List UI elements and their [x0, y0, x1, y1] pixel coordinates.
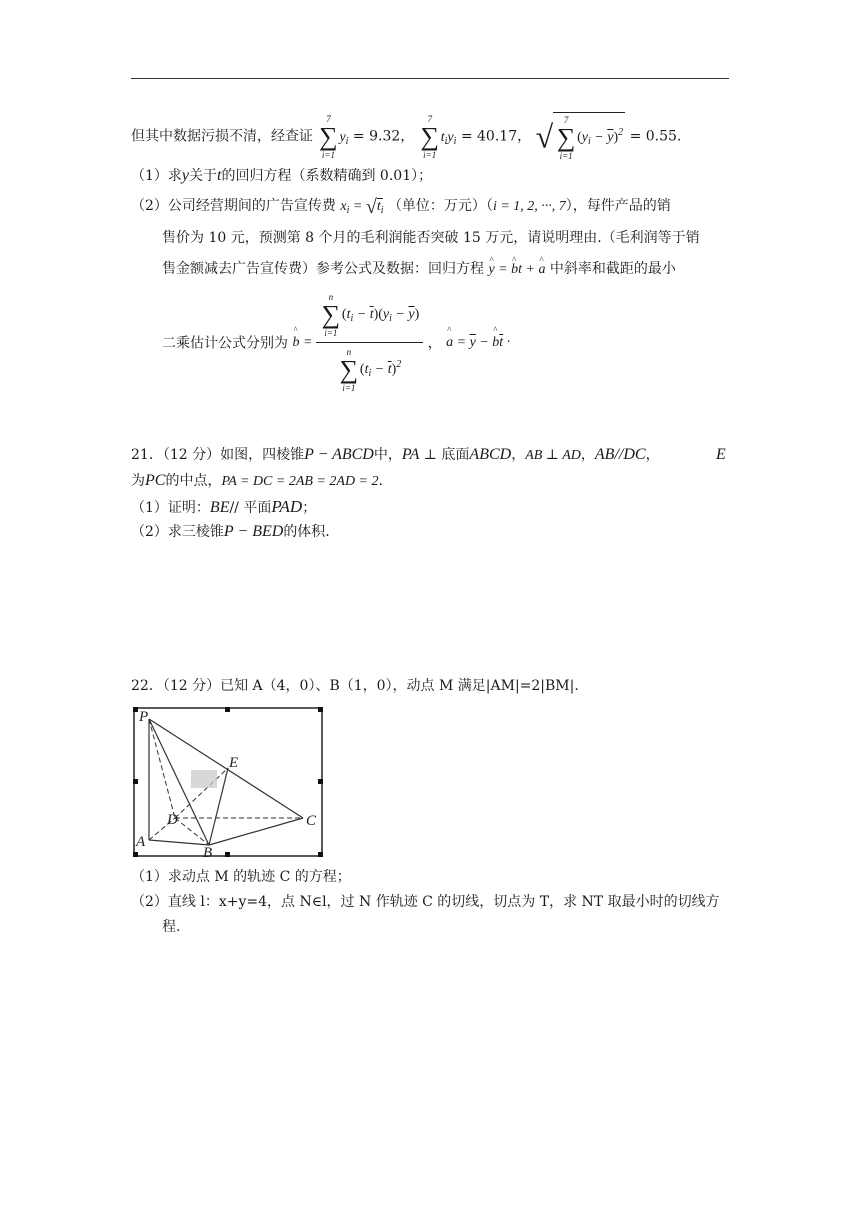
x-eq-sqrt-t: $x_i = √t_i$ — [340, 195, 384, 218]
label-P: P — [139, 709, 149, 725]
slope-formula: n ∑ i=1 $(t_i - \overline{t})(y_i - \overline{y})$ n ∑ i=1 $(t_i - \overline{t})^2$ — [316, 292, 423, 393]
label-A: A — [136, 834, 146, 850]
label-C: C — [306, 813, 317, 829]
label-B: B — [203, 845, 213, 857]
end: . — [676, 128, 682, 145]
sqrt-value: = 0.55 — [629, 128, 677, 145]
q21-l1c: 底面 — [441, 447, 470, 463]
y-i: $y_i$ — [339, 129, 349, 147]
q20-part2-line4: 二乘估计公式分别为 ^ b = n ∑ i=1 $(t_i - \overline{t})(y_i - \overline{y})$ n ∑ i=1 $(t_i - \overline{t})^2$ ， ^ $a = \overline{y}$ − ^ $b\overline{t}$ · — [162, 292, 762, 393]
q21-p2: （2）求三棱锥 — [131, 524, 224, 540]
q20-part2-line3 — [162, 258, 762, 281]
sqrt-expression: √ 7 ∑ i=1 $(y_i - \overline{y})^2$ — [536, 112, 626, 161]
intro-text: 但其中数据污损不清，经查证 — [131, 128, 313, 145]
q20-p2a: （2）公司经营期间的广告宣传费 — [131, 198, 336, 214]
q22-line1 — [131, 675, 731, 697]
q20-part2-line2 — [162, 227, 762, 249]
q20-p2c: 售价为 10 元，预测第 8 个月的毛利润能否突破 15 万元，请说明理由.（毛利润等于销 — [162, 230, 700, 246]
q20-p1-suffix: 的回归方程（系数精确到 0.01）； — [221, 168, 433, 184]
i-range: i = 1, 2, ···, 7 — [492, 199, 566, 214]
data-summary-line — [131, 112, 731, 161]
q22-part1 — [131, 866, 731, 888]
q20-p2e: 二乘估计公式分别为 — [162, 335, 288, 352]
var-y: y — [181, 167, 190, 184]
q21-line2: 为PC的中点，PA = DC = 2AB = 2AD = 2. — [131, 472, 383, 489]
t-i-y-i: $t_iy_i$ — [440, 129, 457, 147]
q22-p1: （1）求动点 M 的轨迹 C 的方程； — [131, 869, 351, 885]
q21-l2c: PA = DC = 2AB = 2AD = 2 — [221, 474, 379, 489]
sum-symbol: 7 ∑ i=1 — [420, 113, 439, 160]
sep: ， — [400, 128, 415, 145]
label-E: E — [229, 755, 239, 771]
q21-l2b: 的中点， — [165, 473, 222, 489]
q22-part2 — [131, 891, 731, 913]
q22-p2: （2）直线 l：x+y=4，点 N∈l，过 N 作轨迹 C 的切线，切点为 T，求 NT 取最小时的切线方 — [131, 894, 720, 910]
q20-unit: （单位：万元） — [387, 198, 486, 214]
sum-y-value: = 9.32 — [352, 128, 401, 145]
sep: ， — [517, 128, 532, 145]
q20-p2d: 售金额减去广告宣传费）参考公式及数据：回归方程 — [162, 261, 484, 277]
q22-title: 22．（12 分）已知 A（4，0）、B（1，0），动点 M 满足|AM|=2|BM|. — [131, 678, 579, 694]
q21-l2a: 为 — [131, 473, 145, 489]
q20-p2b: ，每件产品的销 — [572, 198, 671, 214]
q20-p2d2: 中斜率和截距的最小 — [549, 261, 676, 277]
regression-equation: ^ y = ^ bt + ^ a — [488, 262, 545, 277]
q22-part2-cont — [162, 916, 762, 938]
q21-l1b: 中， — [373, 447, 402, 463]
intercept-formula: ^ $a = \overline{y}$ − ^ $b\overline{t}$ · — [446, 335, 510, 350]
q20-p1-prefix: （1）求 — [131, 168, 182, 184]
q20-p1-mid: 关于 — [189, 168, 218, 184]
figure-frame — [134, 708, 322, 856]
q21-p1b: // 平面 — [229, 500, 272, 516]
pyramid-figure — [133, 707, 323, 857]
q21-l1d: ， — [511, 447, 526, 463]
header-rule — [131, 78, 729, 79]
b-hat: ^ b = — [292, 335, 315, 350]
q21-line1: 21．（12 分）如图，四棱锥P − ABCD中，PA ⊥ 底面ABCD，AB ⊥ AD，AB//DC， E — [131, 446, 726, 463]
q21-p1c: ； — [302, 500, 317, 516]
label-D: D — [167, 812, 178, 828]
q20-part2-line1: （2）公司经营期间的广告宣传费 $x_i = √t_i$ （单位：万元）（i = 1, 2, ···, 7），每件产品的销 — [131, 195, 671, 218]
q21-part2: （2）求三棱锥P − BED的体积. — [131, 523, 330, 540]
q21-title: 21．（12 分）如图，四棱锥 — [131, 447, 305, 463]
q22-p2b: 程. — [162, 919, 181, 935]
var-t: t — [217, 167, 222, 184]
q21-part1: （1）证明：BE// 平面PAD； — [131, 497, 317, 516]
q20-part1 — [131, 165, 731, 187]
sum-symbol: 7 ∑ i=1 — [319, 113, 338, 160]
blurred-watermark — [191, 770, 217, 788]
sum-ty-value: = 40.17 — [460, 128, 518, 145]
q21-p1: （1）证明： — [131, 500, 210, 516]
q21-p2b: 的体积. — [283, 524, 330, 540]
